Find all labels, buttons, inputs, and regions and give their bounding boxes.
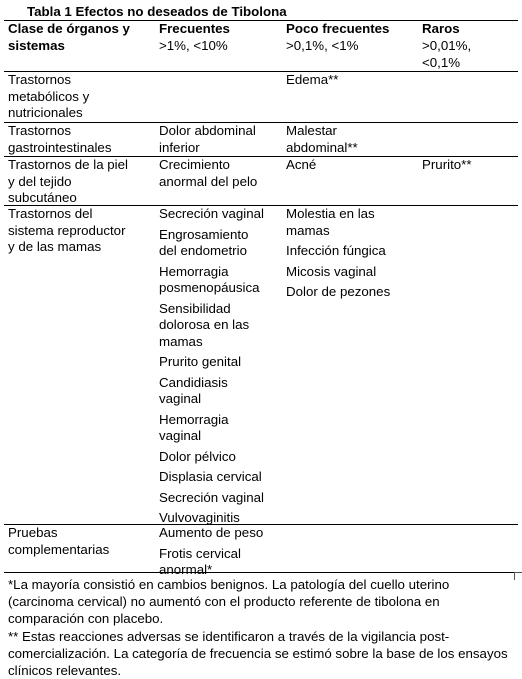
effect-item (159, 375, 264, 408)
effect-item (159, 264, 264, 297)
row-clase (8, 157, 128, 207)
effect-item (159, 301, 264, 351)
row-frecuentes (159, 206, 264, 531)
effect-item (159, 546, 263, 579)
effect-line: Molestia en las (286, 206, 375, 221)
row-frecuentes (159, 525, 263, 583)
effect-line: Displasia cervical (159, 469, 262, 484)
effect-line: dolorosa en las (159, 317, 250, 332)
effect-line: Frotis cervical (159, 545, 242, 561)
row-clase-line: y de las mamas (8, 239, 102, 254)
effect-line: Acné (286, 157, 317, 172)
effect-line: Malestar (286, 123, 337, 138)
row-clase-line: Trastornos (8, 123, 72, 138)
header-frecuentes-line: Frecuentes (159, 21, 230, 36)
row-clase (8, 72, 89, 122)
corner-mark (514, 572, 522, 580)
effect-item (159, 206, 264, 223)
row-frecuentes (159, 157, 257, 194)
row-poco (286, 72, 338, 93)
effect-line: mamas (286, 222, 330, 238)
row-clase-line: complementarias (8, 541, 110, 557)
header-frecuentes (159, 21, 230, 38)
effect-item (286, 72, 338, 89)
effect-line: Vulvovaginitis (159, 510, 240, 525)
effect-line: Secreción vaginal (159, 206, 264, 221)
effect-line: vaginal (159, 391, 202, 406)
row-poco (286, 206, 390, 305)
row-clase (8, 206, 126, 256)
header-poco-range-line: >0,1%, <1% (286, 38, 359, 53)
header-raros (422, 21, 460, 38)
row-clase (8, 525, 109, 558)
effect-line: Dolor abdominal (159, 123, 256, 138)
effect-line: inferior (159, 139, 200, 155)
effect-line: anormal* (159, 562, 213, 577)
row-poco (286, 157, 316, 178)
header-raros-line: Raros (422, 21, 460, 36)
effect-line: posmenopáusica (159, 280, 260, 295)
row-clase-line: y del tejido (8, 173, 72, 189)
header-poco (286, 21, 389, 38)
effect-line: Aumento de peso (159, 525, 264, 540)
effect-line: anormal del pelo (159, 173, 258, 189)
row-clase-line: sistema reproductor (8, 222, 126, 238)
effect-line: Sensibilidad (159, 300, 231, 316)
effect-line: del endometrio (159, 243, 247, 258)
effect-item (159, 123, 256, 156)
effect-line: Engrosamiento (159, 226, 249, 242)
effect-item (159, 412, 264, 445)
effect-item (286, 243, 390, 260)
effect-line: Dolor pélvico (159, 448, 236, 464)
row-clase-line: metabólicos y (8, 88, 90, 104)
header-clase-line: Clase de órganos y (8, 21, 130, 36)
header-frecuentes-range (159, 38, 228, 55)
effect-line: abdominal** (286, 139, 358, 155)
effect-item (159, 469, 264, 486)
row-clase-line: subcutáneo (8, 190, 77, 205)
effect-item (286, 157, 316, 174)
header-raros-range (422, 38, 471, 71)
effect-item (159, 354, 264, 371)
effect-line: Prurito** (422, 157, 472, 172)
row-clase (8, 123, 111, 156)
effect-line: Hemorragia (159, 411, 229, 427)
row-raros (422, 157, 472, 178)
row-clase-line: Pruebas (8, 525, 58, 540)
effect-item (159, 157, 257, 190)
header-frecuentes-range-line: >1%, <10% (159, 38, 228, 53)
effect-line: mamas (159, 333, 203, 349)
row-clase-line: Trastornos de la piel (8, 157, 128, 172)
effect-item (159, 449, 264, 466)
effect-line: Hemorragia (159, 263, 229, 279)
row-frecuentes (159, 123, 256, 160)
effect-line: vaginal (159, 428, 202, 443)
header-raros-range-line: >0,01%, (422, 38, 472, 53)
effect-item (159, 525, 263, 542)
row-clase-line: nutricionales (8, 105, 83, 120)
header-raros-range-line: <0,1% (422, 54, 461, 70)
header-clase-line: sistemas (8, 37, 65, 53)
table-top-border (4, 20, 518, 21)
row-clase-line: Trastornos (8, 72, 72, 87)
header-poco-line: Poco frecuentes (286, 21, 390, 36)
footnote: ** Estas reacciones adversas se identificaron a través de la vigilancia post-comercialización. La categoría de frecuencia se estimó sobre la base de los ensayos clínicos relevantes. (8, 629, 508, 678)
effect-line: Secreción vaginal (159, 489, 264, 505)
effect-line: Dolor de pezones (286, 284, 391, 299)
header-clase (8, 21, 130, 54)
effect-line: Edema** (286, 72, 339, 87)
table-title: Tabla 1 Efectos no deseados de Tibolona (27, 4, 287, 19)
effect-line: Infección fúngica (286, 243, 386, 258)
effect-line: Crecimiento (159, 157, 230, 172)
row-clase-line: Trastornos del (8, 206, 93, 221)
effect-item (286, 264, 390, 281)
header-poco-range (286, 38, 358, 55)
effect-line: Prurito genital (159, 354, 242, 369)
effect-line: Candidiasis (159, 374, 228, 390)
effect-item (422, 157, 472, 174)
row-poco (286, 123, 358, 160)
effect-item (159, 490, 264, 507)
row-clase-line: gastrointestinales (8, 139, 112, 155)
effect-item (286, 284, 390, 301)
effect-item (286, 206, 390, 239)
effect-line: Micosis vaginal (286, 263, 377, 279)
effect-item (159, 227, 264, 260)
effect-item (286, 123, 358, 156)
footnote: *La mayoría consistió en cambios benignos. La patología del cuello uterino (carcinoma cervical) no aumentó con el producto referente de tibolona en comparación con placebo. (8, 577, 450, 626)
